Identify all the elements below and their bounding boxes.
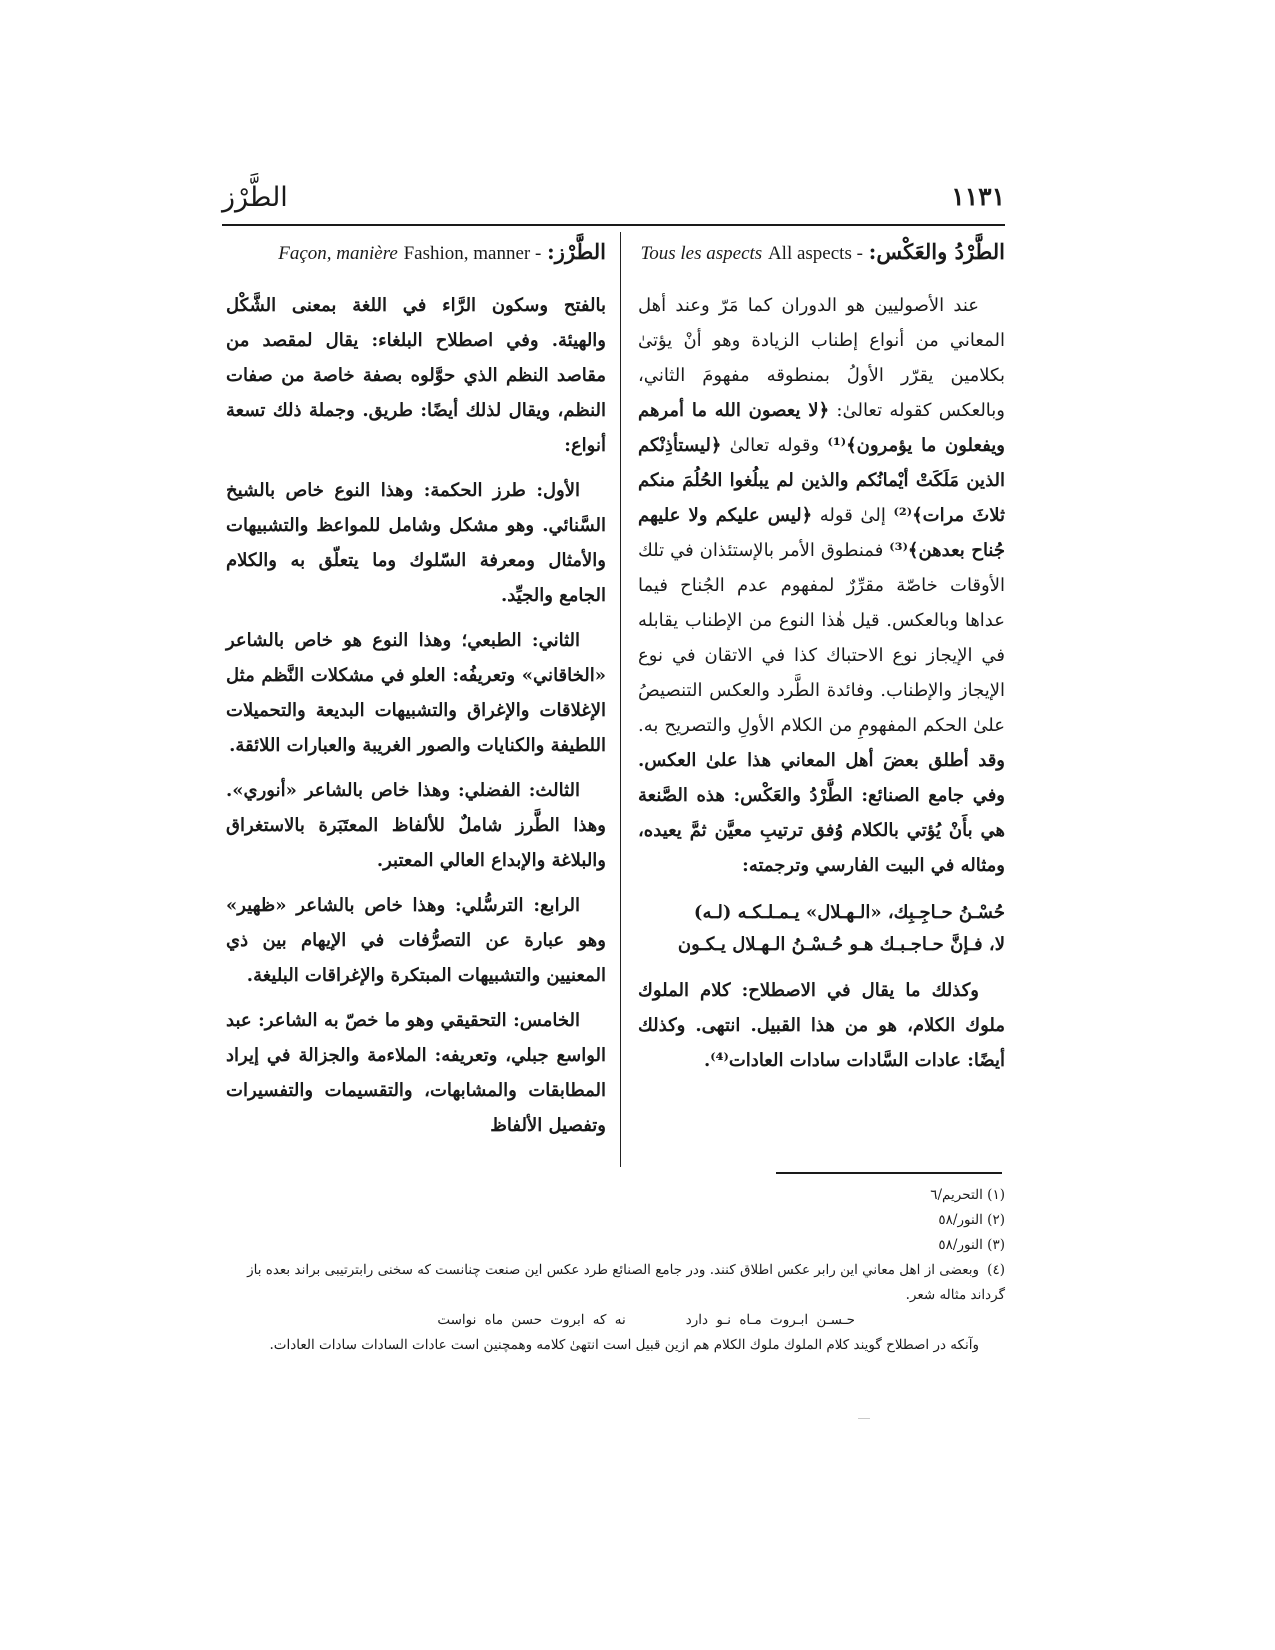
translated-verse bbox=[638, 897, 1005, 961]
intro-paragraph: بالفتح وسكون الرَّاء في اللغة بمعنى الشَّكْل والهيئة. وفي اصطلاح البلغاء: يقال لمقصد من مقاصد النظم الذي حوَّلوه بصفة خاصة من صفات النظم، ويقال لذلك أيضًا: طريق. وجملة ذلك تسعة أنواع: bbox=[226, 295, 606, 456]
type-paragraph-5: الخامس: التحقيقي وهو ما خصّ به الشاعر: عبد الواسع جبلي، وتعريفه: الملاءمة والجزالة في إيراد المطابقات والمشابهات، والتقسيمات والتفسيرات وتفصيل الألفاظ bbox=[226, 1010, 606, 1136]
footnote-verse-hemistich-2: نه كه ابروت حسن ماه نواست bbox=[437, 1312, 626, 1328]
entry-title-english: All aspects - bbox=[767, 243, 863, 264]
left-column bbox=[222, 232, 606, 1172]
verse-line-2: لا، فـإنَّ حـاجـبـك هـو حُـسْـنُ الـهـلال يـكـون bbox=[677, 934, 1005, 955]
footnote-4-verse bbox=[222, 1308, 1005, 1333]
footnote-4-continued: وآنكه در اصطلاح گويند كلام الملوك ملوك الكلام هم ازين قبيل است انتهىٰ كلامه وهمچنين است عادات السادات سادات العادات. bbox=[269, 1337, 979, 1353]
column-divider bbox=[620, 232, 621, 1167]
footnote-3: (٣) النور/٥٨ bbox=[938, 1237, 1005, 1253]
footnote-4-text: وبعضى از اهل معاني اين رابر عكس اطلاق كنند. ودر جامع الصنائع طرد عكس اين صنعت چنانست كه سخنى رابترتيبى براند بعده باز گرداند مثاله شعر. bbox=[247, 1262, 1005, 1303]
definition-text: عند الأصوليين هو الدوران كما مَرّ وعند أهل المعاني من أنواع إطناب الزيادة وهو أنْ يؤتىٰ بكلامين يقرّر الأولُ بمنطوقه مفهومَ الثاني، وبالعكس كقوله تعالىٰ: bbox=[638, 295, 1005, 421]
running-header bbox=[222, 180, 1005, 226]
running-title: الطَّرْز bbox=[222, 182, 288, 213]
quran-quote-1: ﴿لا يعصون الله ما أمرهم ويفعلون ما يؤمرون﴾⁽¹⁾ bbox=[638, 400, 1005, 456]
quran-quote-3: ﴿ليس عليكم ولا عليهم جُناح بعدهن﴾⁽³⁾ bbox=[638, 505, 1005, 561]
page-number: ١١٣١ bbox=[951, 182, 1005, 211]
closing-paragraph: وكذلك ما يقال في الاصطلاح: كلام الملوك ملوك الكلام، هو من هذا القبيل. انتهى. وكذلك أيضًا: عادات السَّادات سادات العادات⁽⁴⁾. bbox=[638, 980, 1005, 1071]
footnote-1: (١) التحريم/٦ bbox=[930, 1187, 1005, 1203]
entry-heading-tarz bbox=[226, 236, 606, 270]
definition-text-continued: فمنطوق الأمر بالإستئذان في تلك الأوقات خاصّة مقرِّرٌ لمفهوم عدم الجُناح فيما عداها وبالعكس. قيل هٰذا النوع من الإطناب يقابله في الإيجاز نوع الاحتباك كذا في الاتقان في نوع الإيجاز والإطناب. وفائدة الطَّرد والعكس التنصيصُ علىٰ الحكم المفهومِ من الكلام الأولِ والتصريح به. bbox=[638, 540, 1005, 736]
footnote-2: (٢) النور/٥٨ bbox=[938, 1212, 1005, 1228]
quran-quote-2: ﴿ليستأذِنْكم الذين مَلَكَتْ أيْمانُكم والذين لم يبلُغوا الحُلُمَ منكم ثلاثَ مرات﴾⁽²⁾ bbox=[638, 435, 1005, 526]
footnote-separator bbox=[776, 1172, 1002, 1174]
entry-title-french: Façon, manière bbox=[278, 243, 398, 264]
footnote-verse-hemistich-1: حـسـن ابـروت مـاه نـو دارد bbox=[685, 1312, 855, 1328]
right-column bbox=[638, 232, 1013, 1172]
type-paragraph-3: الثالث: الفضلي: وهذا خاص بالشاعر «أنوري». وهذا الطَّرز شاملٌ للألفاظ المعتَبَرة بالاستغراق والبلاغة والإبداع العالي المعتبر. bbox=[226, 780, 606, 871]
connector-text-1: وقوله تعالىٰ bbox=[729, 435, 820, 456]
verse-line-1: حُسْـنُ حـاجِـبِك، «الـهـلال» يـمـلـكـه (لـه) bbox=[693, 902, 1005, 923]
page-end-mark bbox=[858, 1418, 870, 1419]
type-paragraph-1: الأول: طرز الحكمة: وهذا النوع خاص بالشيخ السَّنائي. وهو مشكل وشامل للمواعظ والتشبيهات والأمثال ومعرفة السّلوك وما يتعلّق به والكلام الجامع والجيِّد. bbox=[226, 480, 606, 606]
footnote-4 bbox=[222, 1258, 1005, 1308]
entry-heading-tard-aks bbox=[638, 236, 1005, 270]
type-paragraph-2: الثاني: الطبعي؛ وهذا النوع هو خاص بالشاعر «الخاقاني» وتعريفُه: العلو في مشكلات النَّظم مثل الإغلاقات والإغراق والتشبيهات البديعة والتحميلات اللطيفة والكنايات والصور الغريبة والعبارات اللائقة. bbox=[226, 630, 606, 756]
entry-title-french: Tous les aspects bbox=[640, 243, 763, 264]
entry-title-english: Fashion, manner - bbox=[403, 243, 542, 264]
entry-title-arabic: الطَّرْدُ والعَكْس: bbox=[868, 239, 1005, 264]
definition-text-bold: وقد أطلق بعضَ أهل المعاني هذا علىٰ العكس. وفي جامع الصنائع: الطَّرْدُ والعَكْس: هذه الصَّنعة هي بأَنْ يُؤتي بالكلام وُفق ترتيبِ معيَّن ثمَّ يعيده، ومثاله في البيت الفارسي وترجمته: bbox=[638, 750, 1005, 876]
connector-text-2: إلىٰ قوله bbox=[819, 505, 886, 526]
type-paragraph-4: الرابع: الترسُّلي: وهذا خاص بالشاعر «ظهير» وهو عبارة عن التصرُّفات في الإيهام بين ذي المعنيين والتشبيهات المبتكرة والإغراقات البليغة. bbox=[226, 895, 606, 986]
footnote-4-number: (٤) bbox=[987, 1262, 1005, 1278]
definition-paragraph bbox=[638, 288, 1005, 883]
footnotes bbox=[222, 1183, 1005, 1358]
entry-title-arabic: الطَّرْز: bbox=[547, 239, 606, 264]
